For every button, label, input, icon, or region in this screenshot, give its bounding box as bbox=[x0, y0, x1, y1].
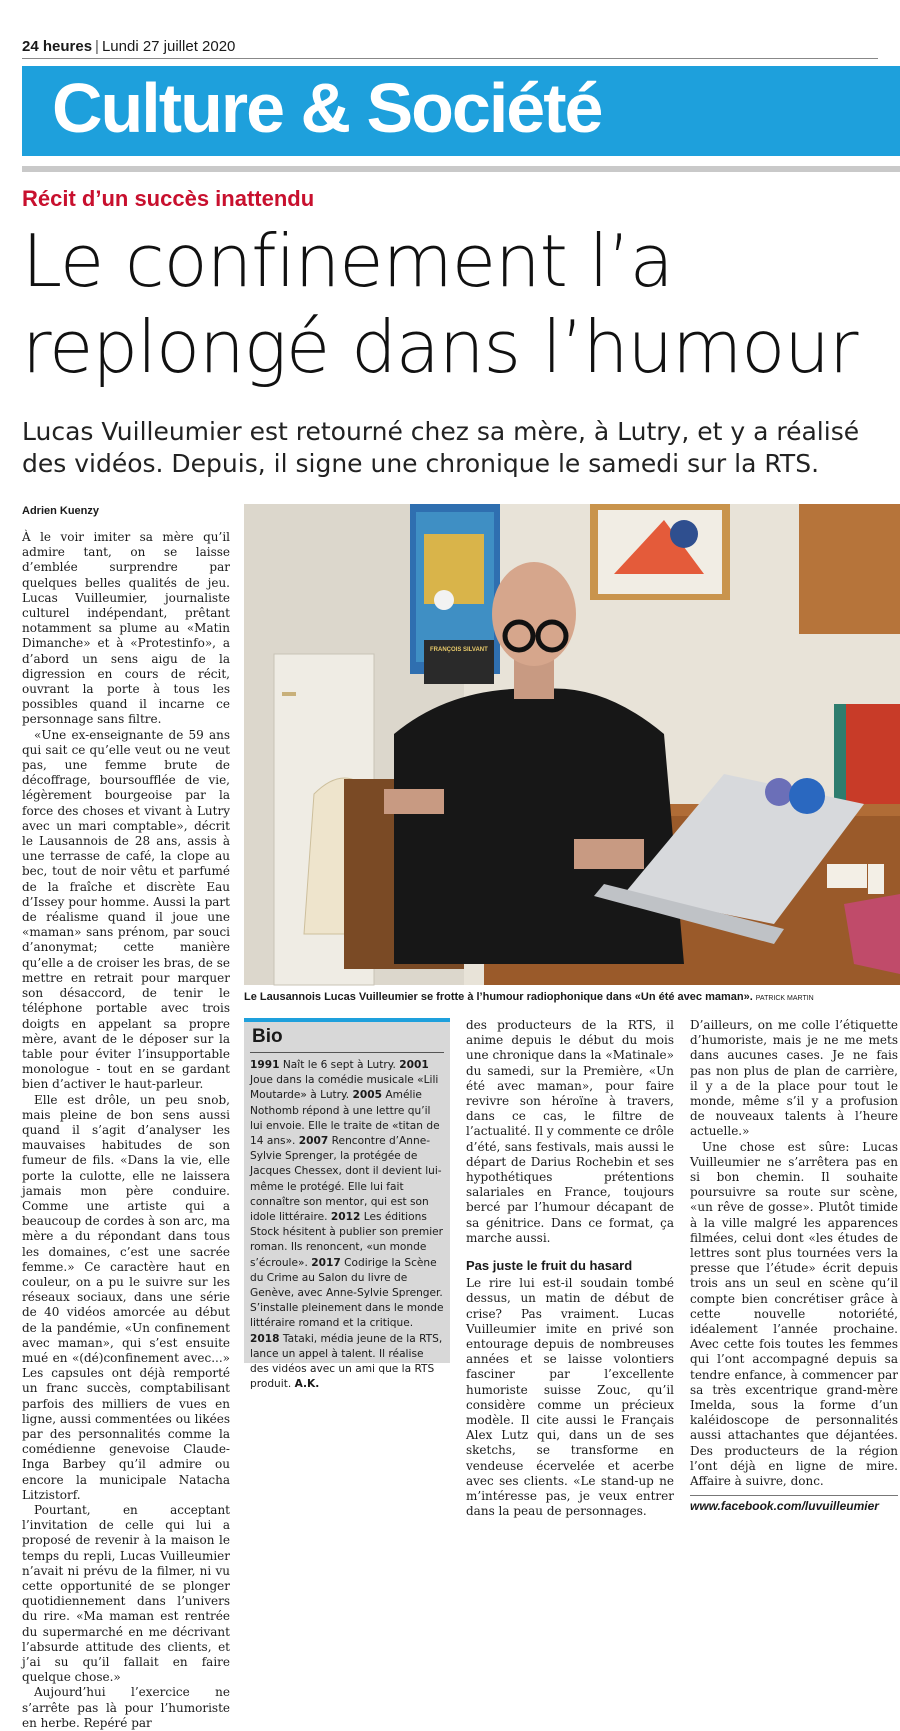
bio-signature: A.K. bbox=[294, 1378, 320, 1391]
paragraph: Elle est drôle, un peu snob, mais pleine de bon sens aussi quand il s’agit d’analyser les mauvaises habitudes de son fumeur de fils. «Dans la vie, elle porte la culotte, elle ne laissera jamais mon père conduire. Comme une artiste qui a beaucoup de cordes à son arc, ma mère a du répondant dans tous les domaines, c’est une sacrée femme.» Ce caractère haut en couleur, on a pu le suivre sur les réseaux sociaux, dans une série de 40 vidéos amorcée au début de la pandémie, «Un confinement avec maman», qui s’est ensuite mué en «(dé)confinement avec...» Les capsules ont déjà remporté un franc succès, comptabilisant parfois des milliers de vues en ligne, aussi commentées ou likées par des personnalités comme la comédienne genevoise Claude-Inga Barbey qu’il admire ou encore la municipale Natacha Litzistorf. bbox=[22, 1092, 230, 1502]
bio-entry: Tataki, média jeune de la RTS, lance un appel à talent. Il réalise des vidéos avec un ami que la RTS produit. bbox=[250, 1332, 443, 1391]
headline-line-1: Le confinement l’a bbox=[22, 219, 673, 303]
bio-year: 2017 bbox=[311, 1256, 341, 1269]
paragraph: À le voir imiter sa mère qu’il admire tant, on se laisse d’emblée surprendre par quelques belles qualités de jeu. Lucas Vuilleumier, journaliste culturel indépendant, prêtant notamment sa plume au «Matin Dimanche» et à «Protestinfo», a d’abord un sens aigu de la digression en cours de récit, ouvrant la porte à tous les possibles quand il incarne ce personnage sans filtre. bbox=[22, 530, 230, 727]
bio-year: 2012 bbox=[330, 1211, 361, 1224]
paragraph: Une chose est sûre: Lucas Vuilleumier ne s’arrêtera pas en si bon chemin. Il souhaite poursuivre sa route sur scène, «un rêve de gosse». Plutôt timide à la ville malgré les apparences filmées, celui dont «les études de lettres sont plus tournées vers la presse que l’étude» écrit depuis trois ans un seul en scène qu’il compte bien concrétiser grâce à cette nouvelle notoriété, idéalement l’année prochaine. Avec cette fois toutes les femmes qui l’ont accompagné depuis sa tendre enfance, à commencer par sa très excentrique grand-mère Imelda, sous la forme d’un kaléidoscope de personnalités aussi attachantes que déjantées. Des producteurs de la région l’ont déjà en ligne de mire. Affaire à suivre, donc. bbox=[690, 1139, 898, 1489]
paragraph: des producteurs de la RTS, il anime depuis le début du mois une chronique dans la «Matinale» du samedi, sur la Première, «Un été avec maman», pour faire revivre son héroïne à travers, dans ce cas, le filtre de l’actualité. Il y commente ce drôle d’été, sans festivals, mais aussi le départ de Darius Rochebin et ses hypothétiques prétentions salariales en France, toujours bercé par l’humour décapant de sa génitrice. Dans ce format, ça marche aussi. bbox=[466, 1018, 674, 1245]
photo-caption bbox=[244, 991, 900, 1003]
subheading: Pas juste le fruit du hasard bbox=[466, 1258, 633, 1274]
bio-rule bbox=[250, 1052, 444, 1053]
section-title: Culture & Société bbox=[52, 69, 602, 147]
paragraph: Le rire lui est-il soudain tombé dessus, un matin de début de crise? Pas vraiment. Lucas Vuilleumier imite en privé son entourage depuis de nombreuses années et se laisse volontiers fasciner par l’excellente humoriste suisse Zouc, qu’il considère comme un précieux modèle. Il cite aussi le Français Alex Lutz qui, dans un de ses sketchs, se transforme en vendeuse écervelée et acerbe avec ses clients. «Le stand-up ne m’intéresse pas, je veux entrer dans la peau de personnages. bbox=[466, 1276, 674, 1519]
masthead-separator: | bbox=[95, 38, 99, 55]
paragraph: D’ailleurs, on me colle l’étiquette d’humoriste, mais je ne me mets dans aucunes cases. Je ne fais pas non plus de plan de carrière, il y a de la place pour tout le monde, même s’il y a profusion de nouveaux talents à l’heure actuelle.» bbox=[690, 1018, 898, 1139]
bio-entry: Joue dans la comédie musicale «Lili Moutarde» à Lutry. bbox=[250, 1074, 439, 1102]
masthead bbox=[22, 38, 235, 55]
kicker: Récit d’un succès inattendu bbox=[22, 186, 315, 211]
bio-entry: Codirige la Scène du Crime au Salon du livre de Genève, avec Anne-Sylvie Sprenger. S’installe pleinement dans le monde littéraire romand et la critique. bbox=[250, 1256, 444, 1330]
publication-name: 24 heures bbox=[22, 38, 93, 55]
paragraph: «Une ex-enseignante de 59 ans qui sait ce qu’elle veut ou ne veut pas, une femme brute de décoffrage, boursoufflée de vie, légèrement bourgeoise par la force des choses et vivant à Lutry avec un mari comptable», décrit le Lausannois de 28 ans, assis à une terrasse de café, la clope au bec, tout de noir vêtu et parfumé de la fraîche et discrète Eau d’Issey pour homme. Aussi la part de réalisme quand il joue une «maman» sans prénom, par souci d’anonymat; cette manière qu’elle a de croiser les bras, de se mettre en retrait pour marquer son désaccord, de tenir le téléphone portable avec trois doigts en appelant sa propre mère, avant de le déposer sur la table pour éviter l’insupportable monologue - tout en se gardant bien d’activer le haut-parleur. bbox=[22, 727, 230, 1092]
bio-box bbox=[244, 1018, 450, 1391]
deck: Lucas Vuilleumier est retourné chez sa mère, à Lutry, et y a réalisé des vidéos. Depuis, il signe une chronique le samedi sur la RTS. bbox=[22, 417, 860, 478]
section-divider bbox=[22, 166, 900, 172]
headline-line-2: replongé dans l’humour bbox=[22, 305, 858, 389]
bio-year: 1991 bbox=[250, 1059, 280, 1071]
headline bbox=[22, 218, 858, 390]
paragraph: Aujourd’hui l’exercice ne s’arrête pas là pour l’humoriste en herbe. Repéré par bbox=[22, 1685, 230, 1730]
bio-header-bar bbox=[244, 1018, 450, 1022]
bio-entry: Naît le 6 sept à Lutry. bbox=[279, 1059, 400, 1071]
issue-date: Lundi 27 juillet 2020 bbox=[101, 38, 236, 55]
caption-text: Le Lausannois Lucas Vuilleumier se frotte à l’humour radiophonique dans «Un été avec maman». bbox=[244, 991, 753, 1003]
poster-title: FRANÇOIS SILVANT bbox=[430, 647, 488, 653]
bio-entry: Rencontre d’Anne-Sylvie Sprenger, la protégée de Jacques Chessex, dont il devient lui-même le protégé. Elle lui fait connaître son mentor, qui est son idole littéraire. bbox=[250, 1135, 442, 1224]
author-byline: Adrien Kuenzy bbox=[22, 505, 100, 517]
facebook-link[interactable]: www.facebook.com/luvuilleumier bbox=[690, 1495, 898, 1514]
photo-illustration bbox=[244, 504, 900, 985]
bio-title: Bio bbox=[252, 1026, 283, 1047]
article-column-4 bbox=[690, 1018, 898, 1515]
photo-credit: PATRICK MARTIN bbox=[755, 995, 814, 1002]
masthead-rule bbox=[22, 58, 878, 59]
bio-year: 2018 bbox=[250, 1332, 280, 1345]
bio-text bbox=[250, 1058, 444, 1392]
bio-year: 2001 bbox=[399, 1059, 429, 1071]
bio-year: 2007 bbox=[298, 1135, 329, 1148]
section-banner bbox=[22, 66, 900, 156]
bio-entry: Les éditions Stock hésitent à publier son premier roman. Ils renoncent, «un monde s’écroule». bbox=[250, 1211, 444, 1269]
article-photo bbox=[244, 504, 900, 985]
paragraph: Pourtant, en acceptant l’invitation de celle qui lui a proposé de revenir à la maison le temps du repli, Lucas Vuilleumier n’avait ni prévu de la filmer, ni vu cette opportunité de se plonger quotidiennement dans l’univers du rire. «Ma maman est rentrée du supermarché en me décrivant l’absurde attitude des clients, et j’ai su qu’il fallait en faire quelque chose.» bbox=[22, 1503, 230, 1685]
article-column-3 bbox=[466, 1018, 674, 1520]
article-column-1 bbox=[22, 530, 230, 1730]
bio-year: 2005 bbox=[352, 1089, 383, 1102]
bio-entry: Amélie Nothomb répond à une lettre qu’il lui envoie. Elle le traite de «titan de 14 ans». bbox=[250, 1089, 440, 1148]
